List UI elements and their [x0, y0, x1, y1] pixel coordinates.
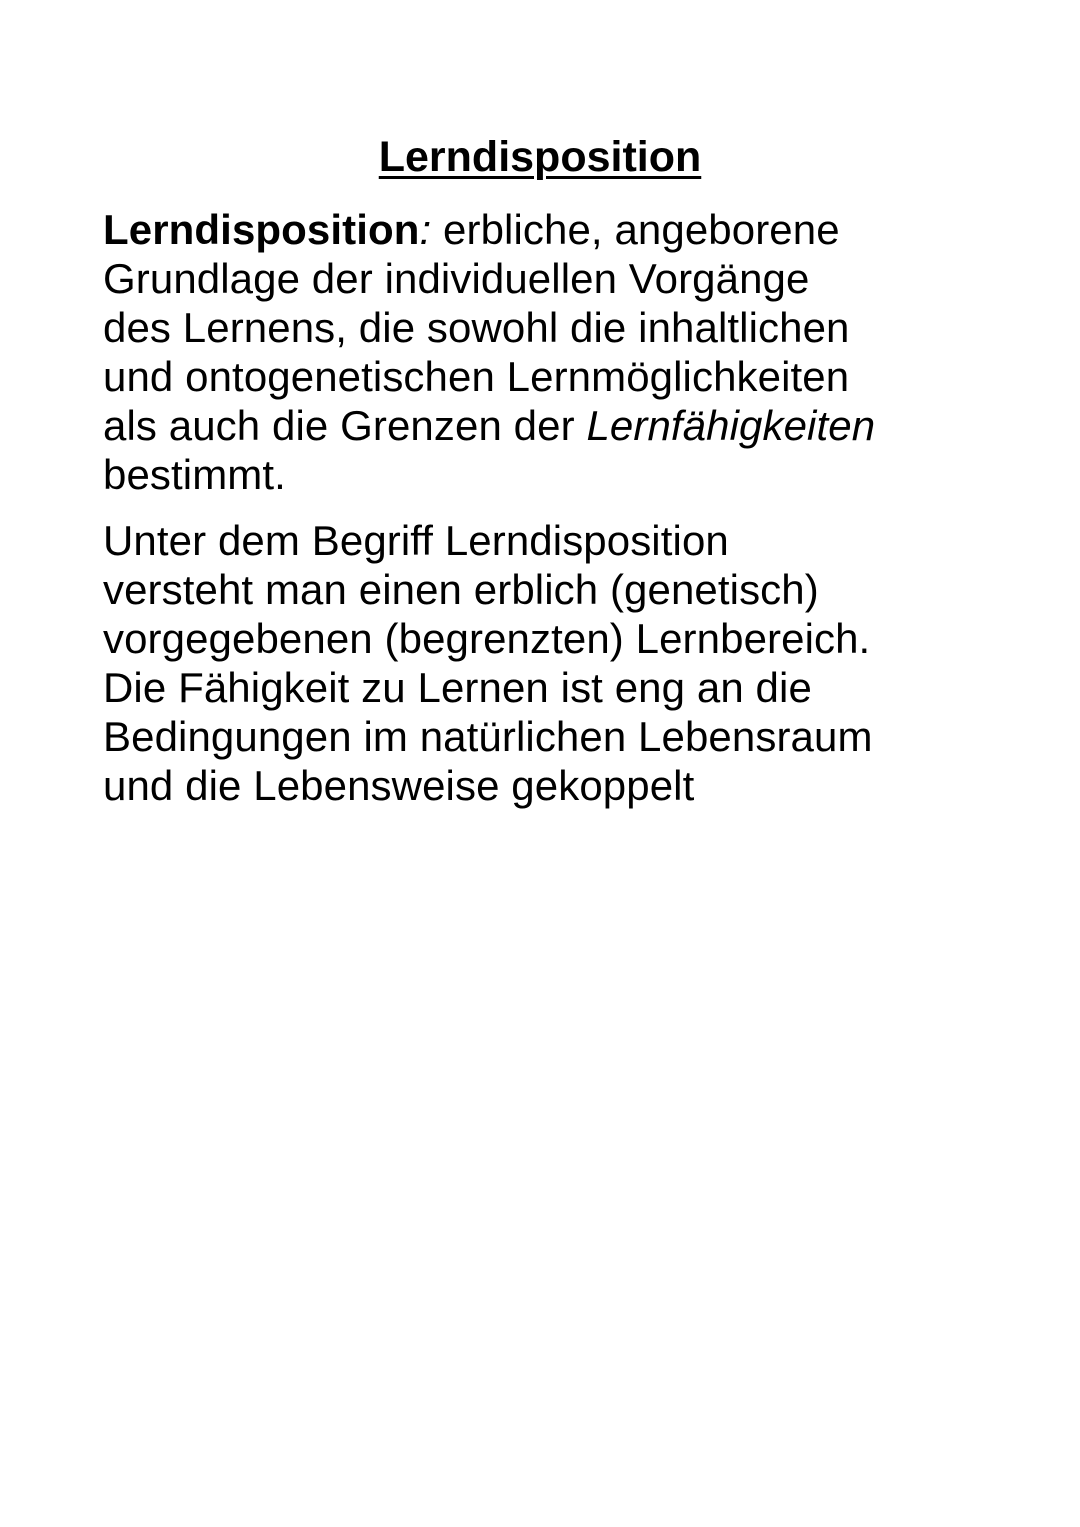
definition-paragraph [103, 205, 1003, 499]
definition-term: Lerndisposition [103, 206, 420, 253]
definition-line-5 [103, 401, 1003, 450]
explanation-line: Unter dem Begriff Lerndisposition [103, 517, 729, 564]
explanation-line: Bedingungen im natürlichen Lebensraum [103, 713, 873, 760]
page-title [0, 132, 1080, 182]
definition-line-5-text: als auch die Grenzen der [103, 402, 587, 449]
definition-line-1 [103, 205, 1003, 254]
definition-line-3: des Lernens, die sowohl die inhaltlichen [103, 304, 850, 351]
definition-line-2: Grundlage der individuellen Vorgänge [103, 255, 810, 302]
definition-text: erbliche, angeborene [431, 206, 840, 253]
page-title-text: Lerndisposition [378, 133, 702, 181]
definition-line-4: und ontogenetischen Lernmöglichkeiten [103, 353, 850, 400]
explanation-line: und die Lebensweise gekoppelt [103, 762, 695, 809]
emphasized-term: Lernfähigkeiten [586, 402, 876, 449]
explanation-paragraph [103, 516, 1003, 810]
explanation-line: vorgegebenen (begrenzten) Lernbereich. [103, 615, 871, 662]
explanation-line: versteht man einen erblich (genetisch) [103, 566, 819, 613]
definition-line-6: bestimmt. [103, 451, 286, 498]
explanation-line: Die Fähigkeit zu Lernen ist eng an die [103, 664, 812, 711]
definition-colon: : [419, 206, 432, 253]
